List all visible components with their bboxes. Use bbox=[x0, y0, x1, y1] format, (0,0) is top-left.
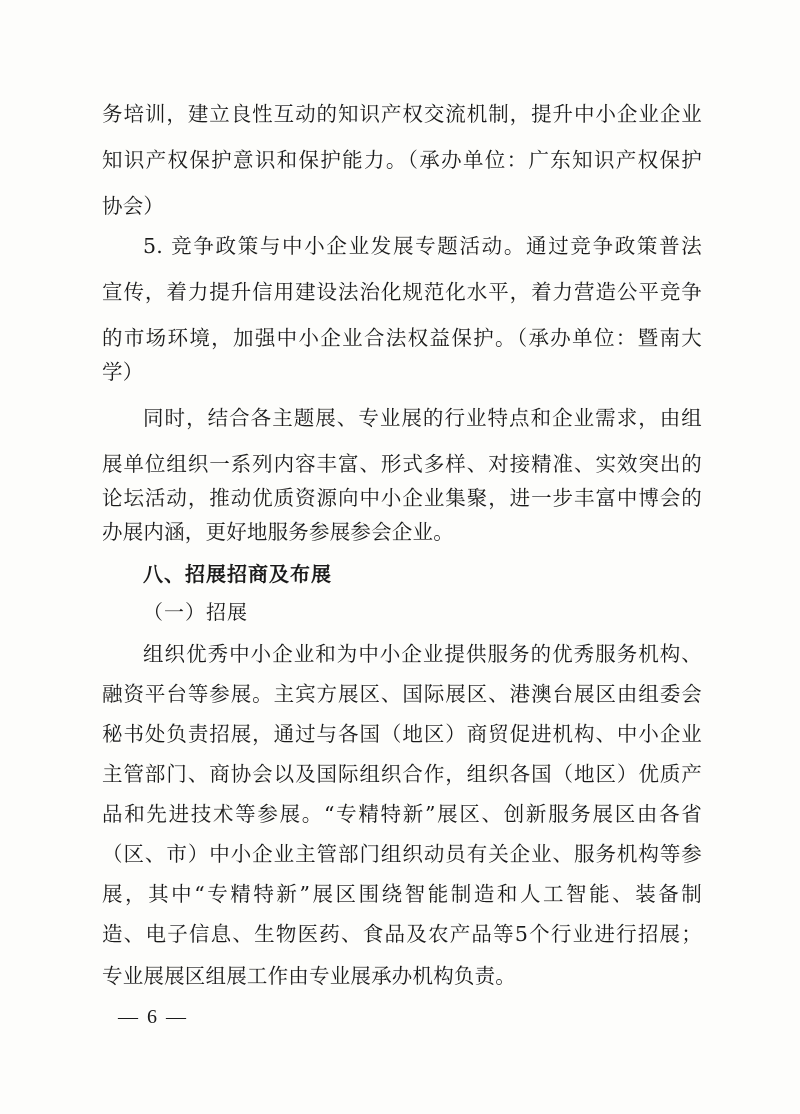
paragraph-3-line-4: 办展内涵，更好地服务参展参会企业。 bbox=[102, 520, 454, 544]
paragraph-4-line-2: 融资平台等参展。主宾方展区、国际展区、港澳台展区由组委会 bbox=[102, 682, 702, 706]
paragraph-2-line-1: 5. 竞争政策与中小企业发展专题活动。通过竞争政策普法 bbox=[143, 234, 702, 258]
paragraph-1-line-2: 知识产权保护意识和保护能力。（承办单位：广东知识产权保护 bbox=[102, 148, 702, 172]
page-number: — 6 — bbox=[118, 1006, 188, 1028]
paragraph-2-line-2: 宣传，着力提升信用建设法治化规范化水平，着力营造公平竞争 bbox=[102, 280, 702, 304]
paragraph-4-line-3: 秘书处负责招展，通过与各国（地区）商贸促进机构、中小企业 bbox=[102, 722, 702, 746]
bleed-through-text bbox=[470, 512, 622, 538]
paragraph-1-line-1: 务培训，建立良性互动的知识产权交流机制，提升中小企业企业 bbox=[102, 102, 702, 126]
paragraph-3-line-3: 论坛活动，推动优质资源向中小企业集聚，进一步丰富中博会的 bbox=[102, 486, 702, 510]
paragraph-3-line-2: 展单位组织一系列内容丰富、形式多样、对接精准、实效突出的 bbox=[102, 452, 702, 476]
subsection-heading: （一）招展 bbox=[143, 600, 248, 624]
paragraph-2-line-4: 学） bbox=[102, 360, 144, 384]
paragraph-4-line-5: 品和先进技术等参展。“专精特新”展区、创新服务展区由各省 bbox=[102, 802, 702, 826]
paragraph-4-line-8: 造、电子信息、生物医药、食品及农产品等5个行业进行招展； bbox=[102, 922, 702, 946]
paragraph-4-line-4: 主管部门、商协会以及国际组织合作，组织各国（地区）优质产 bbox=[102, 762, 702, 786]
paragraph-4-line-9: 专业展展区组展工作由专业展承办机构负责。 bbox=[102, 964, 516, 988]
paragraph-4-line-7: 展，其中“专精特新”展区围绕智能制造和人工智能、装备制 bbox=[102, 882, 702, 906]
paragraph-4-line-1: 组织优秀中小企业和为中小企业提供服务的优秀服务机构、 bbox=[143, 642, 702, 666]
paragraph-2-line-3: 的市场环境，加强中小企业合法权益保护。（承办单位：暨南大 bbox=[102, 326, 702, 350]
paragraph-4-line-6: （区、市）中小企业主管部门组织动员有关企业、服务机构等参 bbox=[102, 842, 702, 866]
section-heading: 八、招展招商及布展 bbox=[143, 562, 332, 586]
paragraph-1-line-3: 协会） bbox=[102, 194, 165, 218]
paragraph-3-line-1: 同时，结合各主题展、专业展的行业特点和企业需求，由组 bbox=[143, 406, 702, 430]
